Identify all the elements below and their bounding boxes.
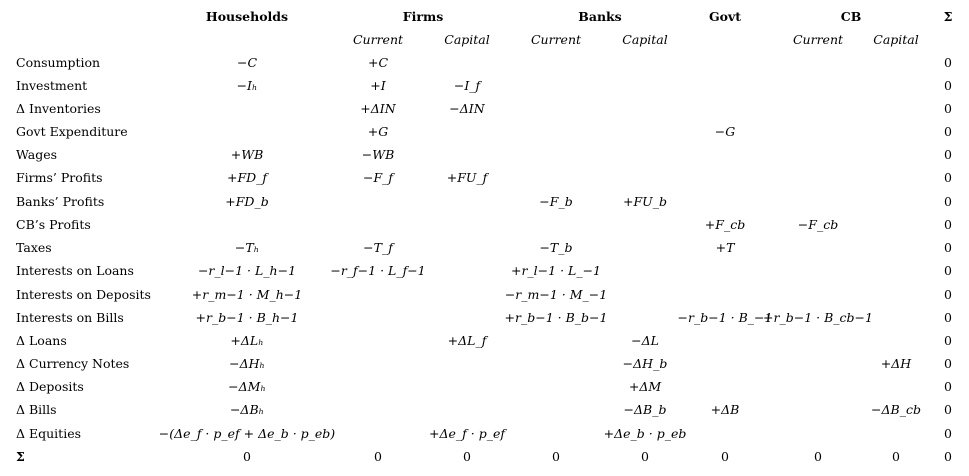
cell-sigma: 0 [944, 101, 952, 116]
cell-sigma: 0 [944, 78, 952, 93]
cell-sigma: 0 [944, 356, 952, 371]
row-label: Investment [16, 78, 88, 93]
row-label: Interests on Bills [16, 310, 124, 325]
cell-banks-current: −F_b [539, 194, 573, 209]
cell-banks-current: 0 [552, 449, 560, 464]
cell-households: +WB [230, 147, 264, 162]
row-label: Δ Loans [16, 333, 67, 348]
cell-sigma: 0 [944, 240, 952, 255]
cell-banks-capital: −ΔH_b [622, 356, 668, 371]
cell-banks-current: +r_l−1 · L_−1 [510, 263, 602, 278]
row-label: Δ Bills [16, 402, 57, 417]
row-label: Δ Equities [16, 426, 82, 441]
subheader-cb-capital: Capital [873, 32, 919, 47]
cell-sigma: 0 [944, 217, 952, 232]
cell-sigma: 0 [944, 263, 952, 278]
cell-sigma: 0 [944, 194, 952, 209]
cell-cb-capital: +ΔH [880, 356, 912, 371]
header-cb: CB [840, 9, 862, 24]
row-label: Banks’ Profits [16, 194, 105, 209]
row-label: Taxes [16, 240, 52, 255]
row-label: Δ Inventories [16, 101, 101, 116]
cell-households: −ΔBₕ [229, 402, 265, 417]
cell-banks-capital: +Δe_b · p_eb [603, 426, 687, 441]
cell-sigma: 0 [944, 55, 952, 70]
cell-households: +r_b−1 · B_h−1 [195, 310, 299, 325]
cell-govt: −r_b−1 · B_−1 [677, 310, 773, 325]
cell-households: −(Δe_f · p_ef + Δe_b · p_eb) [158, 426, 336, 441]
cell-banks-current: −T_b [539, 240, 573, 255]
cell-sigma: 0 [944, 124, 952, 139]
row-label: Wages [16, 147, 58, 162]
cell-firms-current: +C [367, 55, 389, 70]
cell-firms-current: +G [367, 124, 389, 139]
cell-households: −Tₕ [234, 240, 260, 255]
cell-sigma: 0 [944, 402, 952, 417]
cell-banks-capital: +ΔM [628, 379, 662, 394]
cell-sigma: 0 [944, 449, 952, 464]
cell-govt: +T [715, 240, 735, 255]
cell-households: −Iₕ [236, 78, 258, 93]
cell-cb-capital: −ΔB_cb [871, 402, 921, 417]
cell-firms-current: −F_f [362, 170, 394, 185]
cell-govt: −G [714, 124, 736, 139]
row-label: Δ Currency Notes [16, 356, 130, 371]
cell-sigma: 0 [944, 287, 952, 302]
row-label: Interests on Deposits [16, 287, 151, 302]
cell-households: −ΔMₕ [228, 379, 266, 394]
cell-firms-current: +I [370, 78, 386, 93]
cell-firms-current: +ΔIN [360, 101, 396, 116]
cell-cb-capital: 0 [892, 449, 900, 464]
cell-households: +r_m−1 · M_h−1 [191, 287, 303, 302]
header-firms: Firms [402, 9, 444, 24]
row-label: Interests on Loans [16, 263, 134, 278]
cell-households: −ΔHₕ [229, 356, 265, 371]
cell-households: +ΔLₕ [230, 333, 264, 348]
subheader-banks-current: Current [530, 32, 582, 47]
cell-sigma: 0 [944, 379, 952, 394]
header-sigma: Σ [943, 9, 953, 24]
cell-firms-current: −WB [361, 147, 395, 162]
cell-sigma: 0 [944, 426, 952, 441]
cell-banks-capital: 0 [641, 449, 649, 464]
cell-firms-capital: +Δe_f · p_ef [429, 426, 505, 441]
cell-sigma: 0 [944, 310, 952, 325]
cell-households: −C [236, 55, 258, 70]
cell-firms-capital: +FU_f [446, 170, 488, 185]
cell-govt: +ΔB [710, 402, 740, 417]
row-label: Σ [16, 449, 25, 464]
cell-sigma: 0 [944, 147, 952, 162]
cell-banks-capital: −ΔB_b [623, 402, 667, 417]
cell-govt: 0 [721, 449, 729, 464]
cell-sigma: 0 [944, 170, 952, 185]
cell-firms-current: 0 [374, 449, 382, 464]
cell-banks-current: −r_m−1 · M_−1 [504, 287, 608, 302]
row-label: CB’s Profits [16, 217, 91, 232]
cell-firms-capital: +ΔL_f [447, 333, 487, 348]
cell-firms-capital: −ΔIN [449, 101, 485, 116]
cell-firms-capital: 0 [463, 449, 471, 464]
cell-households: +FD_f [226, 170, 268, 185]
cell-sigma: 0 [944, 333, 952, 348]
subheader-cb-current: Current [792, 32, 844, 47]
cell-households: −r_l−1 · L_h−1 [197, 263, 297, 278]
subheader-firms-current: Current [352, 32, 404, 47]
cell-banks-capital: +FU_b [623, 194, 667, 209]
cell-firms-current: −r_f−1 · L_f−1 [330, 263, 426, 278]
header-banks: Banks [578, 9, 622, 24]
header-govt: Govt [708, 9, 742, 24]
cell-firms-current: −T_f [363, 240, 393, 255]
row-label: Govt Expenditure [16, 124, 128, 139]
cell-households: +FD_b [225, 194, 269, 209]
cell-banks-capital: −ΔL [631, 333, 659, 348]
row-label: Δ Deposits [16, 379, 84, 394]
cell-cb-current: +r_b−1 · B_cb−1 [763, 310, 873, 325]
subheader-firms-capital: Capital [444, 32, 490, 47]
cell-firms-capital: −I_f [453, 78, 481, 93]
row-label: Consumption [16, 55, 101, 70]
cell-govt: +F_cb [704, 217, 746, 232]
cell-cb-current: −F_cb [797, 217, 839, 232]
subheader-banks-capital: Capital [622, 32, 668, 47]
header-households: Households [205, 9, 289, 24]
row-label: Firms’ Profits [16, 170, 103, 185]
cell-banks-current: +r_b−1 · B_b−1 [504, 310, 608, 325]
cell-cb-current: 0 [814, 449, 822, 464]
cell-households: 0 [243, 449, 251, 464]
